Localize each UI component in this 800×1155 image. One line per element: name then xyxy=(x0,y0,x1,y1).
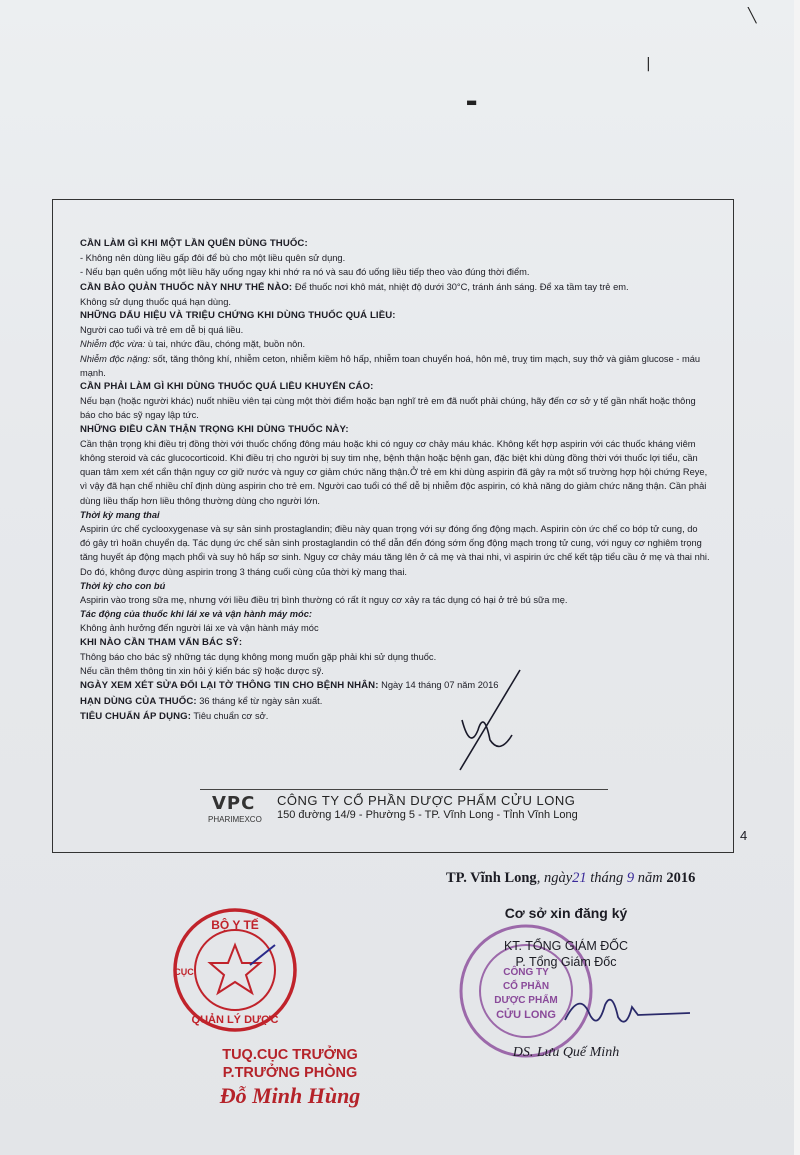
breastfeeding-heading: Thời kỳ cho con bú xyxy=(80,580,166,591)
company-name: CÔNG TY CỔ PHẦN DƯỢC PHẨM CỬU LONG xyxy=(277,793,576,808)
stamp-line: CỔ PHẦN xyxy=(502,981,550,992)
review-date-heading: NGÀY XEM XÉT SỬA ĐỔI LẠI TỜ THÔNG TIN CHO BỆNH NHÂN: xyxy=(80,680,379,692)
authority-signature-block xyxy=(160,1047,420,1109)
year: 2016 xyxy=(666,870,696,886)
consult-heading: KHI NÀO CẦN THAM VẤN BÁC SỸ: xyxy=(80,636,243,648)
forgot-dose-line: - Không nên dùng liều gấp đôi để bù cho một liều quên sử dụng. xyxy=(80,253,346,264)
authority-name: Đỗ Minh Hùng xyxy=(219,1083,361,1108)
month-prefix: tháng xyxy=(586,870,627,886)
overdose-action-heading: CẦN PHẢI LÀM GÌ KHI DÙNG THUỐC QUÁ LIỀU KHUYẾN CÁO: xyxy=(80,381,374,393)
moderate-label: Nhiễm độc vừa: xyxy=(80,339,146,350)
standard-text: Tiêu chuẩn cơ sở. xyxy=(191,710,269,721)
stamp-line: CỬU LONG xyxy=(496,1009,556,1021)
scan-mark: | xyxy=(646,56,651,72)
moderate-text: ù tai, nhức đầu, chóng mặt, buồn nôn. xyxy=(145,339,306,350)
stamp-line: DƯỢC PHẨM xyxy=(494,995,558,1006)
stamp-top-text: BỘ Y TẾ xyxy=(211,918,259,932)
applicant-name: DS. Lưu Quế Minh xyxy=(512,1045,620,1060)
overdose-signs-heading: NHỮNG DẤU HIỆU VÀ TRIỆU CHỨNG KHI DÙNG THUỐC QUÁ LIỀU: xyxy=(80,310,396,322)
consult-line: Thông báo cho bác sỹ những tác dụng không mong muốn gặp phải khi sử dụng thuốc. xyxy=(80,651,437,662)
precautions-text: Cần thận trọng khi điều trị đồng thời với thuốc chống đông máu hoặc khi có nguy cơ chảy máu khác. Không kết hợp aspirin với các thuốc kháng viêm không steroid và các glucocorticoid. Khi điều trị cho người bị suy tim nhẹ, bệnh thận hoặc bệnh gan, đặc biệt khi dùng đồng thời với thuốc lợi tiểu, cần quan tâm xem xét cẩn thận nguy cơ giữ nước và nguy cơ giảm chức năng thận.Ở trẻ em khi dùng aspirin đã gây ra một số trường hợp hội chứng Reye, vì vậy đã hạn chế nhiều chỉ định dùng aspirin cho trẻ em. Người cao tuổi có thể dễ bị nhiễm độc aspirin, có khả năng do giảm chức năng thận. Cần phải dùng liều thấp hơn liều thông thường dùng cho người lớn. xyxy=(80,438,708,506)
consult-line: Nếu cần thêm thông tin xin hỏi ý kiến bác sỹ hoặc dược sỹ. xyxy=(80,666,324,677)
pregnancy-text: Aspirin ức chế cyclooxygenase và sự sản sinh prostaglandin; điều này quan trọng với sự đóng ống động mạch. Aspirin còn ức chế co bóp tử cung, do đó gây trì hoãn chuyển dạ. Tác dụng ức chế sản sinh prostaglandin có thể dẫn đến đóng sớm ống động mạch trong tử cung, với nguy cơ nghiêm trọng tăng huyết áp động mạch phổi và suy hô hấp sơ sinh. Nguy cơ chảy máu tăng lên ở cả mẹ và thai nhi, vì aspirin ức chế kết tập tiểu cầu ở mẹ và thai nhi. Do đó, không được dùng aspirin trong 3 tháng cuối cùng của thời kỳ mang thai. xyxy=(80,524,710,577)
scan-mark: ▬ xyxy=(466,95,478,109)
pregnancy-heading: Thời kỳ mang thai xyxy=(80,509,160,520)
company-address: 150 đường 14/9 - Phường 5 - TP. Vĩnh Long - Tỉnh Vĩnh Long xyxy=(277,809,578,821)
forgot-dose-line: - Nếu bạn quên uống một liều hãy uống ngay khi nhớ ra nó và sau đó uống liều tiếp theo vào đúng thời điểm. xyxy=(80,267,530,278)
standard-heading: TIÊU CHUẨN ÁP DỤNG: xyxy=(80,710,191,722)
overdose-action-text: Nếu bạn (hoặc người khác) nuốt nhiều viên tại cùng một thời điểm hoặc bạn nghĩ trẻ em đã nuốt phải chúng, hãy đến cơ sở y tế gần nhất hoặc thông báo cho bác sỹ ngay lập tức. xyxy=(80,396,696,421)
company-logo-sub: PHARIMEXCO xyxy=(208,815,262,824)
storage-line: Không sử dụng thuốc quá hạn dùng. xyxy=(80,296,231,307)
company-logo: VPC xyxy=(212,793,256,814)
applicant-title: Cơ sở xin đăng ký xyxy=(504,905,628,921)
place-date xyxy=(446,870,695,887)
month: 9 xyxy=(626,870,635,886)
driving-heading: Tác động của thuốc khi lái xe và vận hành máy móc: xyxy=(80,609,312,620)
shelf-life-heading: HẠN DÙNG CỦA THUỐC: xyxy=(80,695,197,707)
year-prefix: năm xyxy=(634,870,667,886)
applicant-signature-block xyxy=(446,905,686,1061)
page-number: 4 xyxy=(740,828,748,843)
applicant-signature xyxy=(560,985,700,1035)
storage-heading: CẦN BẢO QUẢN THUỐC NÀY NHƯ THẾ NÀO: xyxy=(80,281,293,293)
day-prefix: , ngày xyxy=(536,870,573,886)
stamp-bottom-text: QUẢN LÝ DƯỢC xyxy=(191,1014,279,1026)
page-edge xyxy=(794,0,800,1155)
leaflet-content xyxy=(80,237,710,724)
shelf-life-text: 36 tháng kể từ ngày sản xuất. xyxy=(196,695,323,706)
ministry-stamp xyxy=(170,905,300,1035)
driving-text: Không ảnh hưởng đến người lái xe và vận hành máy móc xyxy=(80,623,319,634)
storage-text: Để thuốc nơi khô mát, nhiệt độ dưới 30°C, tránh ánh sáng. Để xa tầm tay trẻ em. xyxy=(294,281,629,292)
severe-label: Nhiễm độc nặng: xyxy=(80,353,151,364)
overdose-signs-line: Người cao tuổi và trẻ em dễ bị quá liều. xyxy=(80,325,244,336)
breastfeeding-text: Aspirin vào trong sữa mẹ, nhưng với liều điều trị bình thường có rất ít nguy cơ xảy ra tác dụng có hại ở trẻ bú sữa mẹ. xyxy=(80,595,568,606)
signature-scribble xyxy=(440,660,540,780)
place: TP. Vĩnh Long xyxy=(446,870,537,886)
scan-mark: ╲ xyxy=(748,8,757,24)
forgot-dose-heading: CẦN LÀM GÌ KHI MỘT LẦN QUÊN DÙNG THUỐC: xyxy=(80,238,308,249)
applicant-role-2: P. Tổng Giám Đốc xyxy=(515,955,617,969)
authority-role: P.TRƯỞNG PHÒNG xyxy=(222,1065,358,1081)
applicant-role: KT. TỔNG GIÁM ĐỐC xyxy=(503,939,629,953)
review-date-text: Ngày 14 tháng 07 năm 2016 xyxy=(378,680,499,691)
stamp-line: CÔNG TY xyxy=(503,967,549,978)
footer-divider xyxy=(200,789,608,790)
authority-title: TUQ.CỤC TRƯỞNG xyxy=(222,1047,358,1063)
severe-text: sốt, tăng thông khí, nhiễm ceton, nhiễm kiềm hô hấp, nhiễm toan chuyển hoá, hôn mê, truỵ tim mạch, suy thở và giảm glucose - máu mạnh. xyxy=(80,353,701,378)
day: 21 xyxy=(572,870,587,886)
precautions-heading: NHỮNG ĐIỀU CẦN THẬN TRỌNG KHI DÙNG THUỐC NÀY: xyxy=(80,423,349,435)
stamp-side-text: CỤC xyxy=(174,967,194,977)
